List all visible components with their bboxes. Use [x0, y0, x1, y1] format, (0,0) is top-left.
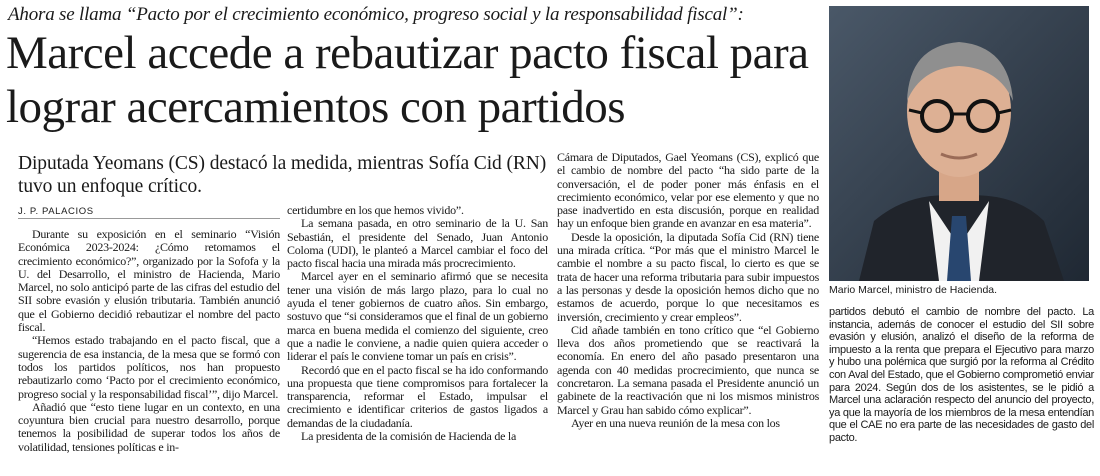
headline: Marcel accede a rebautizar pacto fiscal para lograr acercamientos con partidos [6, 27, 809, 133]
paragraph: Cid añade también en tono crítico que “el Gobierno lleva dos años prometiendo que se reactivará la economía. En enero del año pasado presentaron una agenda con 40 medidas procrecimiento, que nunca se concretaron. La semana pasada el Presidente anunció un gabinete de la reactivación que ni los mismos ministros Marcel y Grau han sabido cómo explicar”. [557, 322, 819, 417]
kicker: Ahora se llama “Pacto por el crecimiento económico, progreso social y la responsabilidad fiscal”: [8, 4, 744, 25]
paragraph: Desde la oposición, la diputada Sofía Cid (RN) tiene una mirada crítica. “Por más que el ministro Marcel le cambie el nombre a su pacto fiscal, lo cierto es que se trata de hacer una reforma tributaria para subir impuestos a las personas y desde la oposición hemos dicho que no estamos de acuerdo, porque lo que necesitamos es inversión, crecimiento y crear empleos”. [557, 229, 819, 324]
byline: J. P. PALACIOS [18, 206, 94, 217]
paragraph: Marcel ayer en el seminario afirmó que se necesita tener una visión de más largo plazo, para lo cual no ayuda el tener gobiernos de cuatro años. Sin embargo, sostuvo que “si consideramos que el final de un gobierno marca en buena medida el comienzo del siguiente, creo que a nadie le conviene, a nadie quien quiera acceder o liderar el país le conviene tomar un país en crisis”. [287, 269, 548, 364]
article-column-1 [18, 228, 280, 476]
paragraph: Cámara de Diputados, Gael Yeomans (CS), explicó que el cambio de nombre del pacto “ha sido parte de la conversación, el de poder poner más énfasis en el crecimiento económico, velar por ese elemento y que no pase inadvertido en esta discusión, porque en realidad hay un enfoque bien grande en avanzar en esa materia”. [557, 151, 819, 231]
paragraph: La semana pasada, en otro seminario de la U. San Sebastián, el presidente del Senado, Juan Antonio Coloma (UDI), le planteó a Marcel cambiar el foco del pacto fiscal hacia una mirada más procrecimiento. [287, 216, 548, 271]
paragraph: La presidenta de la comisión de Hacienda de la [301, 429, 517, 444]
article-column-3 [557, 151, 819, 476]
photo-caption: Mario Marcel, ministro de Hacienda. [829, 284, 998, 296]
paragraph: “Hemos estado trabajando en el pacto fiscal, que a sugerencia de esa instancia, de la mesa que se formó con todos los partidos políticos, nos han propuesto rebautizarlo como ‘Pacto por el crecimiento económico, progreso social y la responsabilidad fiscal’”, dijo Marcel. [18, 333, 280, 401]
paragraph: Añadió que “esto tiene lugar en un contexto, en una coyuntura bien crucial para nuestro desarrollo, porque tenemos la posibilidad de superar todos los años de volatilidad, tensiones políticas e in- [18, 399, 280, 454]
paragraph: Ayer en una nueva reunión de la mesa con los [571, 415, 780, 430]
paragraph: Recordó que en el pacto fiscal se ha ido conformando una propuesta que tiene compromisos para fortalecer la transparencia, reformar el Estado, impulsar el crecimiento e identificar criterios de gastos ligados a demandas de la ciudadanía. [287, 362, 548, 430]
portrait-photo [829, 6, 1089, 281]
article-column-2 [287, 204, 548, 476]
paragraph: Durante su exposición en el seminario “Visión Económica 2023-2024: ¿Cómo retomamos el crecimiento económico?”, organizado por la Sofofa y la U. del Desarrollo, el ministro de Hacienda, Mario Marcel, no solo anticipó parte de las cifras del estudio del SII sobre evasión y elusión tributaria. También anunció que el Gobierno decidió rebautizar el nombre del pacto fiscal. [18, 228, 280, 335]
article-column-4: partidos debutó el cambio de nombre del pacto. La instancia, además de conocer el estudio del SII sobre evasión y elusión, analizó el diseño de la reforma de impuesto a la renta que prepara el Ejecutivo para marzo y hubo una polémica que surgió por la reforma al Crédito con Aval del Estado, que el Gobierno comprometió enviar para 2024. Según dos de los asistentes, se le pidió a Marcel una aclaración respecto del anuncio del proyecto, ya que la mayoría de los miembros de la mesa entendían que el CAE no era parte de las necesidades de gasto del pacto. [829, 306, 1094, 444]
byline-rule [18, 218, 280, 219]
deck: Diputada Yeomans (CS) destacó la medida, mientras Sofía Cid (RN) tuvo un enfoque crítico. [18, 153, 547, 197]
paragraph: certidumbre en los que hemos vivido”. [287, 204, 464, 217]
